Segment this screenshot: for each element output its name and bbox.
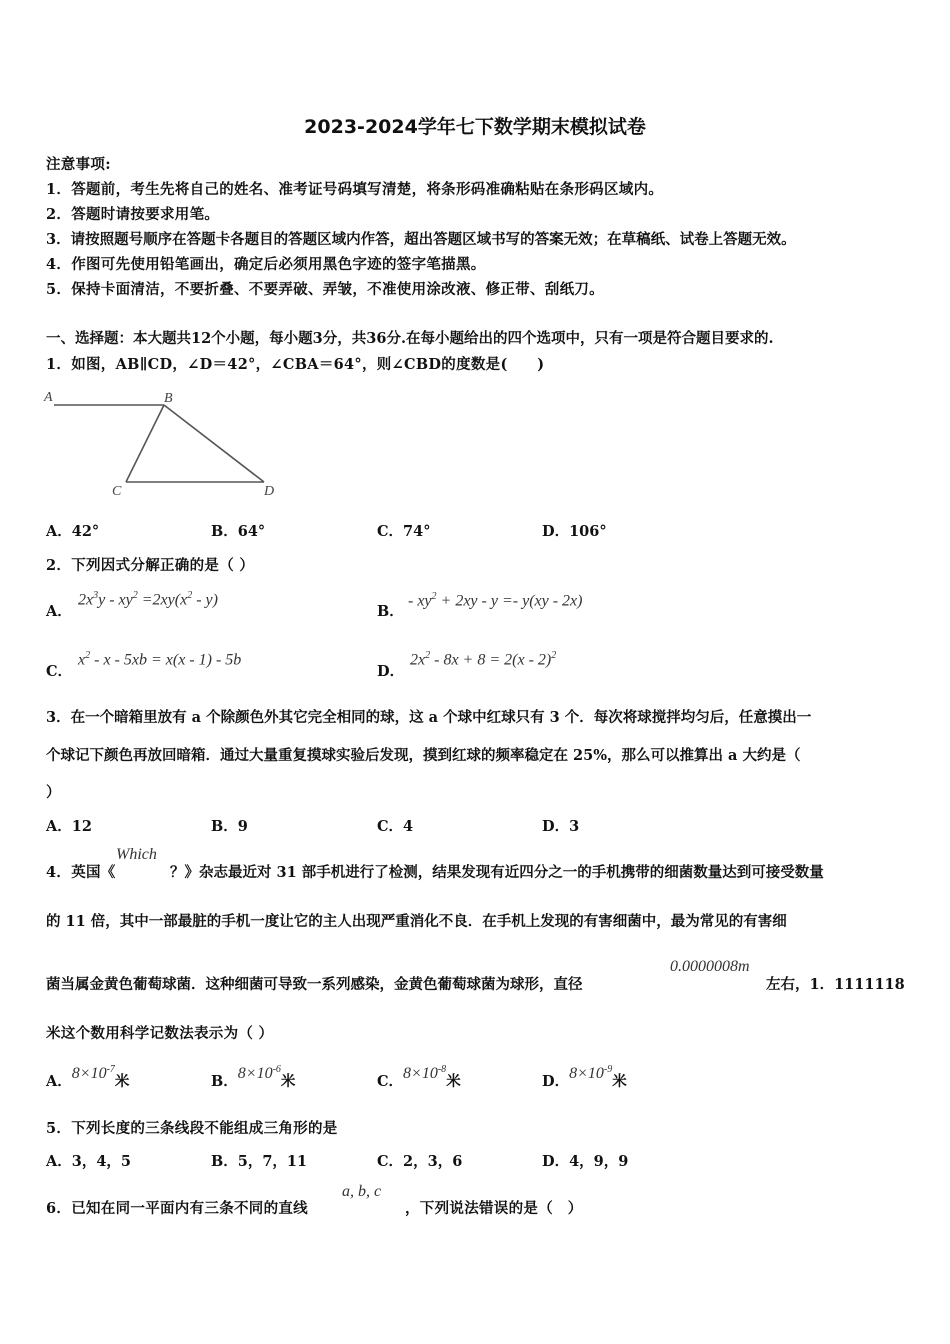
q4-line4: 米这个数用科学记数法表示为（ ） xyxy=(46,1025,274,1042)
notice-item: 4．作图可先使用铅笔画出，确定后必须用黑色字迹的签字笔描黑。 xyxy=(46,256,486,273)
q5-option-b: B．5，7，11 xyxy=(211,1153,308,1170)
q2-option-a-letter: A． xyxy=(46,603,72,620)
notice-item: 2．答题时请按要求用笔。 xyxy=(46,206,220,223)
q2-option-d-expr: $2x^2 - 8x + 8 = 2(x - 2)^2$ xyxy=(410,650,557,669)
q1-figure xyxy=(40,385,290,500)
label-b: B xyxy=(164,391,173,406)
q4-option-c: C．$8\times 10^{-8}$米 xyxy=(377,1064,461,1090)
q2-option-b-letter: B． xyxy=(377,603,404,620)
q2-option-a-expr: $2x^3y - xy^2 =2xy(x^2 - y)$ xyxy=(78,590,218,609)
q5-option-c: C．2，3，6 xyxy=(377,1153,463,1170)
q4-diameter: 0.0000008m xyxy=(670,958,750,975)
notice-item: 1．答题前，考生先将自己的姓名、准考证号码填写清楚，将条形码准确粘贴在条形码区域内。 xyxy=(46,181,664,198)
label-c: C xyxy=(112,484,122,499)
q2-stem: 2．下列因式分解正确的是（ ） xyxy=(46,557,255,574)
q3-line2: 个球记下颜色再放回暗箱．通过大量重复摸球实验后发现，摸到红球的频率稳定在 25%，那么可以推算出 a 大约是（ xyxy=(46,747,801,764)
notice-item: 3．请按照题号顺序在答题卡各题目的答题区域内作答，超出答题区域书写的答案无效；在草稿纸、试卷上答题无效。 xyxy=(46,231,796,248)
q4-line3-end: 左右，1．1111118 xyxy=(766,976,905,993)
q3-option-b: B．9 xyxy=(211,818,248,835)
label-a: A xyxy=(44,390,53,405)
q1-option-b: B．64° xyxy=(211,523,266,540)
q1-option-a: A．42° xyxy=(46,523,100,540)
notice-heading: 注意事项: xyxy=(46,156,111,173)
q4-option-d: D．$8\times 10^{-9}$米 xyxy=(542,1064,627,1090)
q1-option-c: C．74° xyxy=(377,523,431,540)
q1-stem: 1．如图，AB∥CD，∠D＝42°，∠CBA＝64°，则∠CBD的度数是( ) xyxy=(46,356,545,373)
q3-option-d: D．3 xyxy=(542,818,580,835)
section-heading: 一、选择题：本大题共12个小题，每小题3分，共36分.在每小题给出的四个选项中，只有一项是符合题目要求的. xyxy=(46,330,774,347)
q1-option-d: D．106° xyxy=(542,523,607,540)
q6-stem-end: ，下列说法错误的是（ ） xyxy=(405,1200,583,1217)
q2-option-c-expr: $x^2 - x - 5xb = x(x - 1) - 5b$ xyxy=(78,650,242,669)
q4-which: Which xyxy=(116,846,157,863)
q2-option-c-letter: C． xyxy=(46,663,73,680)
q4-line3-start: 菌当属金黄色葡萄球菌．这种细菌可导致一系列感染，金黄色葡萄球菌为球形，直径 xyxy=(46,976,583,993)
notice-item: 5．保持卡面清洁，不要折叠、不要弄破、弄皱，不准使用涂改液、修正带、刮纸刀。 xyxy=(46,281,604,298)
q4-line2: 的 11 倍，其中一部最脏的手机一度让它的主人出现严重消化不良．在手机上发现的有害细菌中，最为常见的有害细 xyxy=(46,913,787,930)
q3-line1: 3．在一个暗箱里放有 a 个除颜色外其它完全相同的球，这 a 个球中红球只有 3 个．每次将球搅拌均匀后，任意摸出一 xyxy=(46,709,812,726)
line-bd xyxy=(164,405,264,482)
q4-option-a: A．$8\times 10^{-7}$米 xyxy=(46,1064,130,1090)
q5-option-d: D．4，9，9 xyxy=(542,1153,629,1170)
q4-line1-end: ？》杂志最近对 31 部手机进行了检测，结果发现有近四分之一的手机携带的细菌数量达到可接受数量 xyxy=(170,864,824,881)
q6-vars: a, b, c xyxy=(342,1183,382,1200)
q2-option-b-expr: - $xy^2 + 2xy - y =- y(xy - 2x)$ xyxy=(408,591,583,610)
q5-stem: 5．下列长度的三条线段不能组成三角形的是 xyxy=(46,1120,338,1137)
q3-option-c: C．4 xyxy=(377,818,414,835)
q2-option-d-letter: D． xyxy=(377,663,405,680)
q6-stem-start: 6．已知在同一平面内有三条不同的直线 xyxy=(46,1200,308,1217)
q3-line3: ） xyxy=(46,784,61,801)
line-bc xyxy=(126,405,164,482)
q3-option-a: A．12 xyxy=(46,818,92,835)
page-title: 2023-2024学年七下数学期末模拟试卷 xyxy=(304,116,646,138)
q4-line1-start: 4．英国《 xyxy=(46,864,116,881)
q4-option-b: B．$8\times 10^{-6}$米 xyxy=(211,1064,296,1090)
label-d: D xyxy=(264,484,275,499)
q5-option-a: A．3，4，5 xyxy=(46,1153,132,1170)
